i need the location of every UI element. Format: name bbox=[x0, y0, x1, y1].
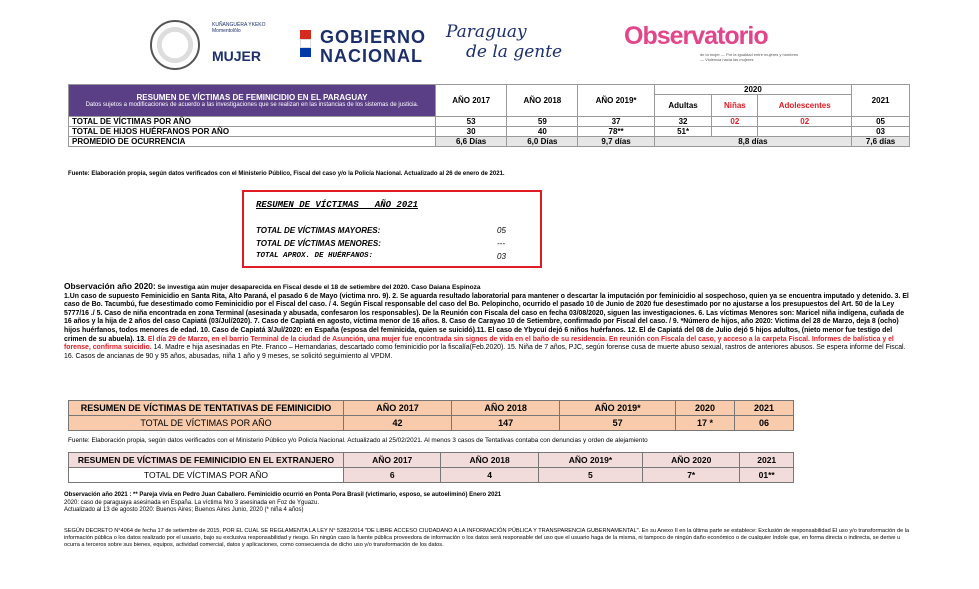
table-row: TOTAL DE VÍCTIMAS POR AÑO 6 4 5 7* 01** bbox=[69, 468, 794, 483]
box-value-huerfanos: 03 bbox=[497, 252, 506, 261]
table-row: TOTAL DE VÍCTIMAS POR AÑO 42 147 57 17 * 06 bbox=[69, 416, 794, 431]
flag-icon bbox=[300, 30, 311, 58]
table-row: PROMEDIO DE OCURRENCIA 6,6 Días 6,0 Días 9,7 días 8,8 días 7,6 días bbox=[69, 137, 910, 147]
col-2018: AÑO 2018 bbox=[507, 85, 578, 117]
box-label-mayores: TOTAL DE VÍCTIMAS MAYORES: bbox=[256, 226, 381, 235]
ministry-logo: KUÑANGUÉRA YKEKO Momentolôlo MUJER bbox=[212, 22, 266, 64]
summary-2021-box bbox=[242, 190, 542, 268]
box-title: RESUMEN DE VÍCTIMAS AÑO 2021 bbox=[256, 200, 419, 210]
col-2017: AÑO 2017 bbox=[436, 85, 507, 117]
box-value-mayores: 05 bbox=[497, 226, 506, 235]
box-label-menores: TOTAL DE VÍCTIMAS MENORES: bbox=[256, 239, 381, 248]
col-adolescentes: Adolescentes bbox=[758, 95, 852, 117]
box-label-huerfanos: TOTAL APROX. DE HUÉRFANOS: bbox=[256, 252, 374, 260]
legal-disclaimer: SEGÚN DECRETO N°4064 de fecha 17 de setiembre de 2015, POR EL CUAL SE REGLAMENTA LA LEY N° 5282/2014 "DE LIBRE ACCESO CIUDADANO A LA INFORMACIÓN PÚBLICA Y TRANSPARENCIA GUBERNAMENTAL". En su Anexo II en la última parte se establece: Exclusión de responsabilidad El uso y/o transformación de la información pública o los datos realizado por el usuario, bajo su exclusiva responsabilidad y riesgo. En ningún caso la fuente pública proveedora de información o los datos será responsable del uso que el usuario haga de la misma, ni tampoco de ningún daño económico o de cualquier índole que, en forma directa o indirecta, se derive u ocurra a terceros sobre sus bienes, equipos, actividad comercial, datos y aplicaciones, como consecuencia de dicho uso y/o transformación de los datos. bbox=[64, 528, 910, 549]
observation-2020: Observación año 2020: Se investiga aún mujer desaparecida en Fiscal desde el 18 de setiembre del 2020. Caso Daiana Espinoza 1.Un caso de supuesto Feminicidio en Santa Rita, Alto Paraná, el pasado 6 de Mayo (victima nro. 9). 2. Se aguarda resultado laboratorial para mantener o descartar la imputación por feminicidio al sospechoso, quien ya se encuentra imputado y detenido. 3. El caso de Bo. Tacumbú, fue desestimado como Feminicidio por el Fiscal del caso. / 4. Según Fiscal responsable del caso del Bo. Pelopincho, ocurrido el pasado 10 de Junio de 2020 fue desestimado por no ajustarse a los presupuestos del Art. 50 de la Ley 5777/16 ./ 5. Caso de niña encontrada en zona Terminal (asesinada y abusada, confesaron los responsables). De la Reunión con Fiscala del caso en fecha 03/08/2020, siguen las investigaciones. 6. Las víctimas Menores son: Maricel niña indígena, cuñada de 16 años y la hija de 2 años del caso Capiatá (03/Jul/2020). 7. Caso de Capiatá en agosto, víctima menor de 16 años. 8. Caso de Carayao 10 de Setiembre, confirmado por Fiscal del caso. / 9. *Número de hijos, año 2020: Victima del 28 de Marzo, deja 8 (ocho) hijos huérfanos, todos menores de edad. 10. Caso de Capiatá 3/Jul/2020: en España (esposa del feminicida, quien se suicidó).11. El caso de Ybycuí dejó 6 niños huérfanos. 12. El de Capiatá del 08 de Julio dejó 5 hijos adultos, (nieto menor fue testigo del crimen de su abuela). 13. El día 29 de Marzo, en el barrio Terminal de la ciudad de Asunción, una mujer fue encontrada sin signos de vida en el baño de su residencia. En reunión con Fiscala del caso, y acceso a la carpeta Fiscal. Informes de balística y el forense, confirma suicidio. 14. Madre e hija asesinadas en Pte. Franco – Hernandarias, descartado como feminicidio por la fiscalía(Feb.2020). 15. Niña de 7 años, PJC, según forense cusa de muerte abuso sexual, rastros de anteriores abusos. Se espera informe del Fiscal. 16. Casos de ancianas de 90 y 95 años, abusadas, niña 1 año y 9 meses, se solicitó seguimiento al VPDM. bbox=[64, 281, 909, 360]
femicide-summary-table bbox=[68, 84, 910, 147]
gobierno-nacional-logo: GOBIERNO NACIONAL bbox=[320, 27, 427, 66]
national-seal-icon bbox=[150, 20, 200, 70]
box-value-menores: --- bbox=[497, 239, 505, 248]
observatorio-logo: Observatorio bbox=[624, 22, 768, 50]
observatorio-subtitle: de la mujer — Por la igualdad entre mujeres y hombres — Violencia hacia las mujeres bbox=[700, 52, 799, 62]
col-2019: AÑO 2019* bbox=[578, 85, 654, 117]
table1-source: Fuente: Elaboración propia, según datos verificados con el Ministerio Público, Fiscal del caso y/o la Policía Nacional. Actualizado al 26 de enero de 2021. bbox=[68, 171, 505, 177]
col-2021: 2021 bbox=[852, 85, 910, 117]
table-row: TOTAL DE VÍCTIMAS POR AÑO 53 59 37 32 02 02 05 bbox=[69, 117, 910, 127]
table-row: TOTAL DE HIJOS HUÉRFANOS POR AÑO 30 40 78** 51* 03 bbox=[69, 127, 910, 137]
header bbox=[0, 8, 979, 70]
abroad-femicide-table: RESUMEN DE VÍCTIMAS DE FEMINICIDIO EN EL EXTRANJERO AÑO 2017 AÑO 2018 AÑO 2019* AÑO 2020 2021 TOTAL DE VÍCTIMAS POR AÑO 6 4 5 7* 01** bbox=[68, 452, 794, 483]
attempted-femicide-table: RESUMEN DE VÍCTIMAS DE TENTATIVAS DE FEMINICIDIO AÑO 2017 AÑO 2018 AÑO 2019* 2020 2021 TOTAL DE VÍCTIMAS POR AÑO 42 147 57 17 * 06 bbox=[68, 400, 794, 431]
paraguay-slogan: Paraguay de la gente bbox=[446, 22, 563, 62]
col-2020: 2020 bbox=[654, 85, 851, 95]
footer-notes: Observación año 2021 : ** Pareja vivía en Pedro Juan Caballero. Feminicidio ocurrió en Ponta Pora Brasil (victimario, esposo, se autoeliminó) Enero 2021 2020: caso de paraguaya asesinada en España. La víctima Nro 3 asesinada en Foz de Yguazu. Actualizado al 13 de agosto 2020: Buenos Aires; Buenos Aires Junio, 2020 (* niña 4 años) bbox=[64, 492, 502, 514]
table-title: RESUMEN DE VÍCTIMAS DE FEMINICIDIO EN EL PARAGUAY Datos sujetos a modificaciones de acuerdo a las investigaciones que se realizan en las instancias de los sistemas de justicia. bbox=[69, 85, 436, 117]
col-ninas: Niñas bbox=[712, 95, 758, 117]
table2-source: Fuente: Elaboración propia, según datos verificados con el Ministerio Público y/o Policía Nacional. Actualizado al 25/02/2021. Al menos 3 casos de Tentativas contaba con denuncias y orden de alejamiento bbox=[68, 437, 648, 444]
col-adultas: Adultas bbox=[654, 95, 712, 117]
